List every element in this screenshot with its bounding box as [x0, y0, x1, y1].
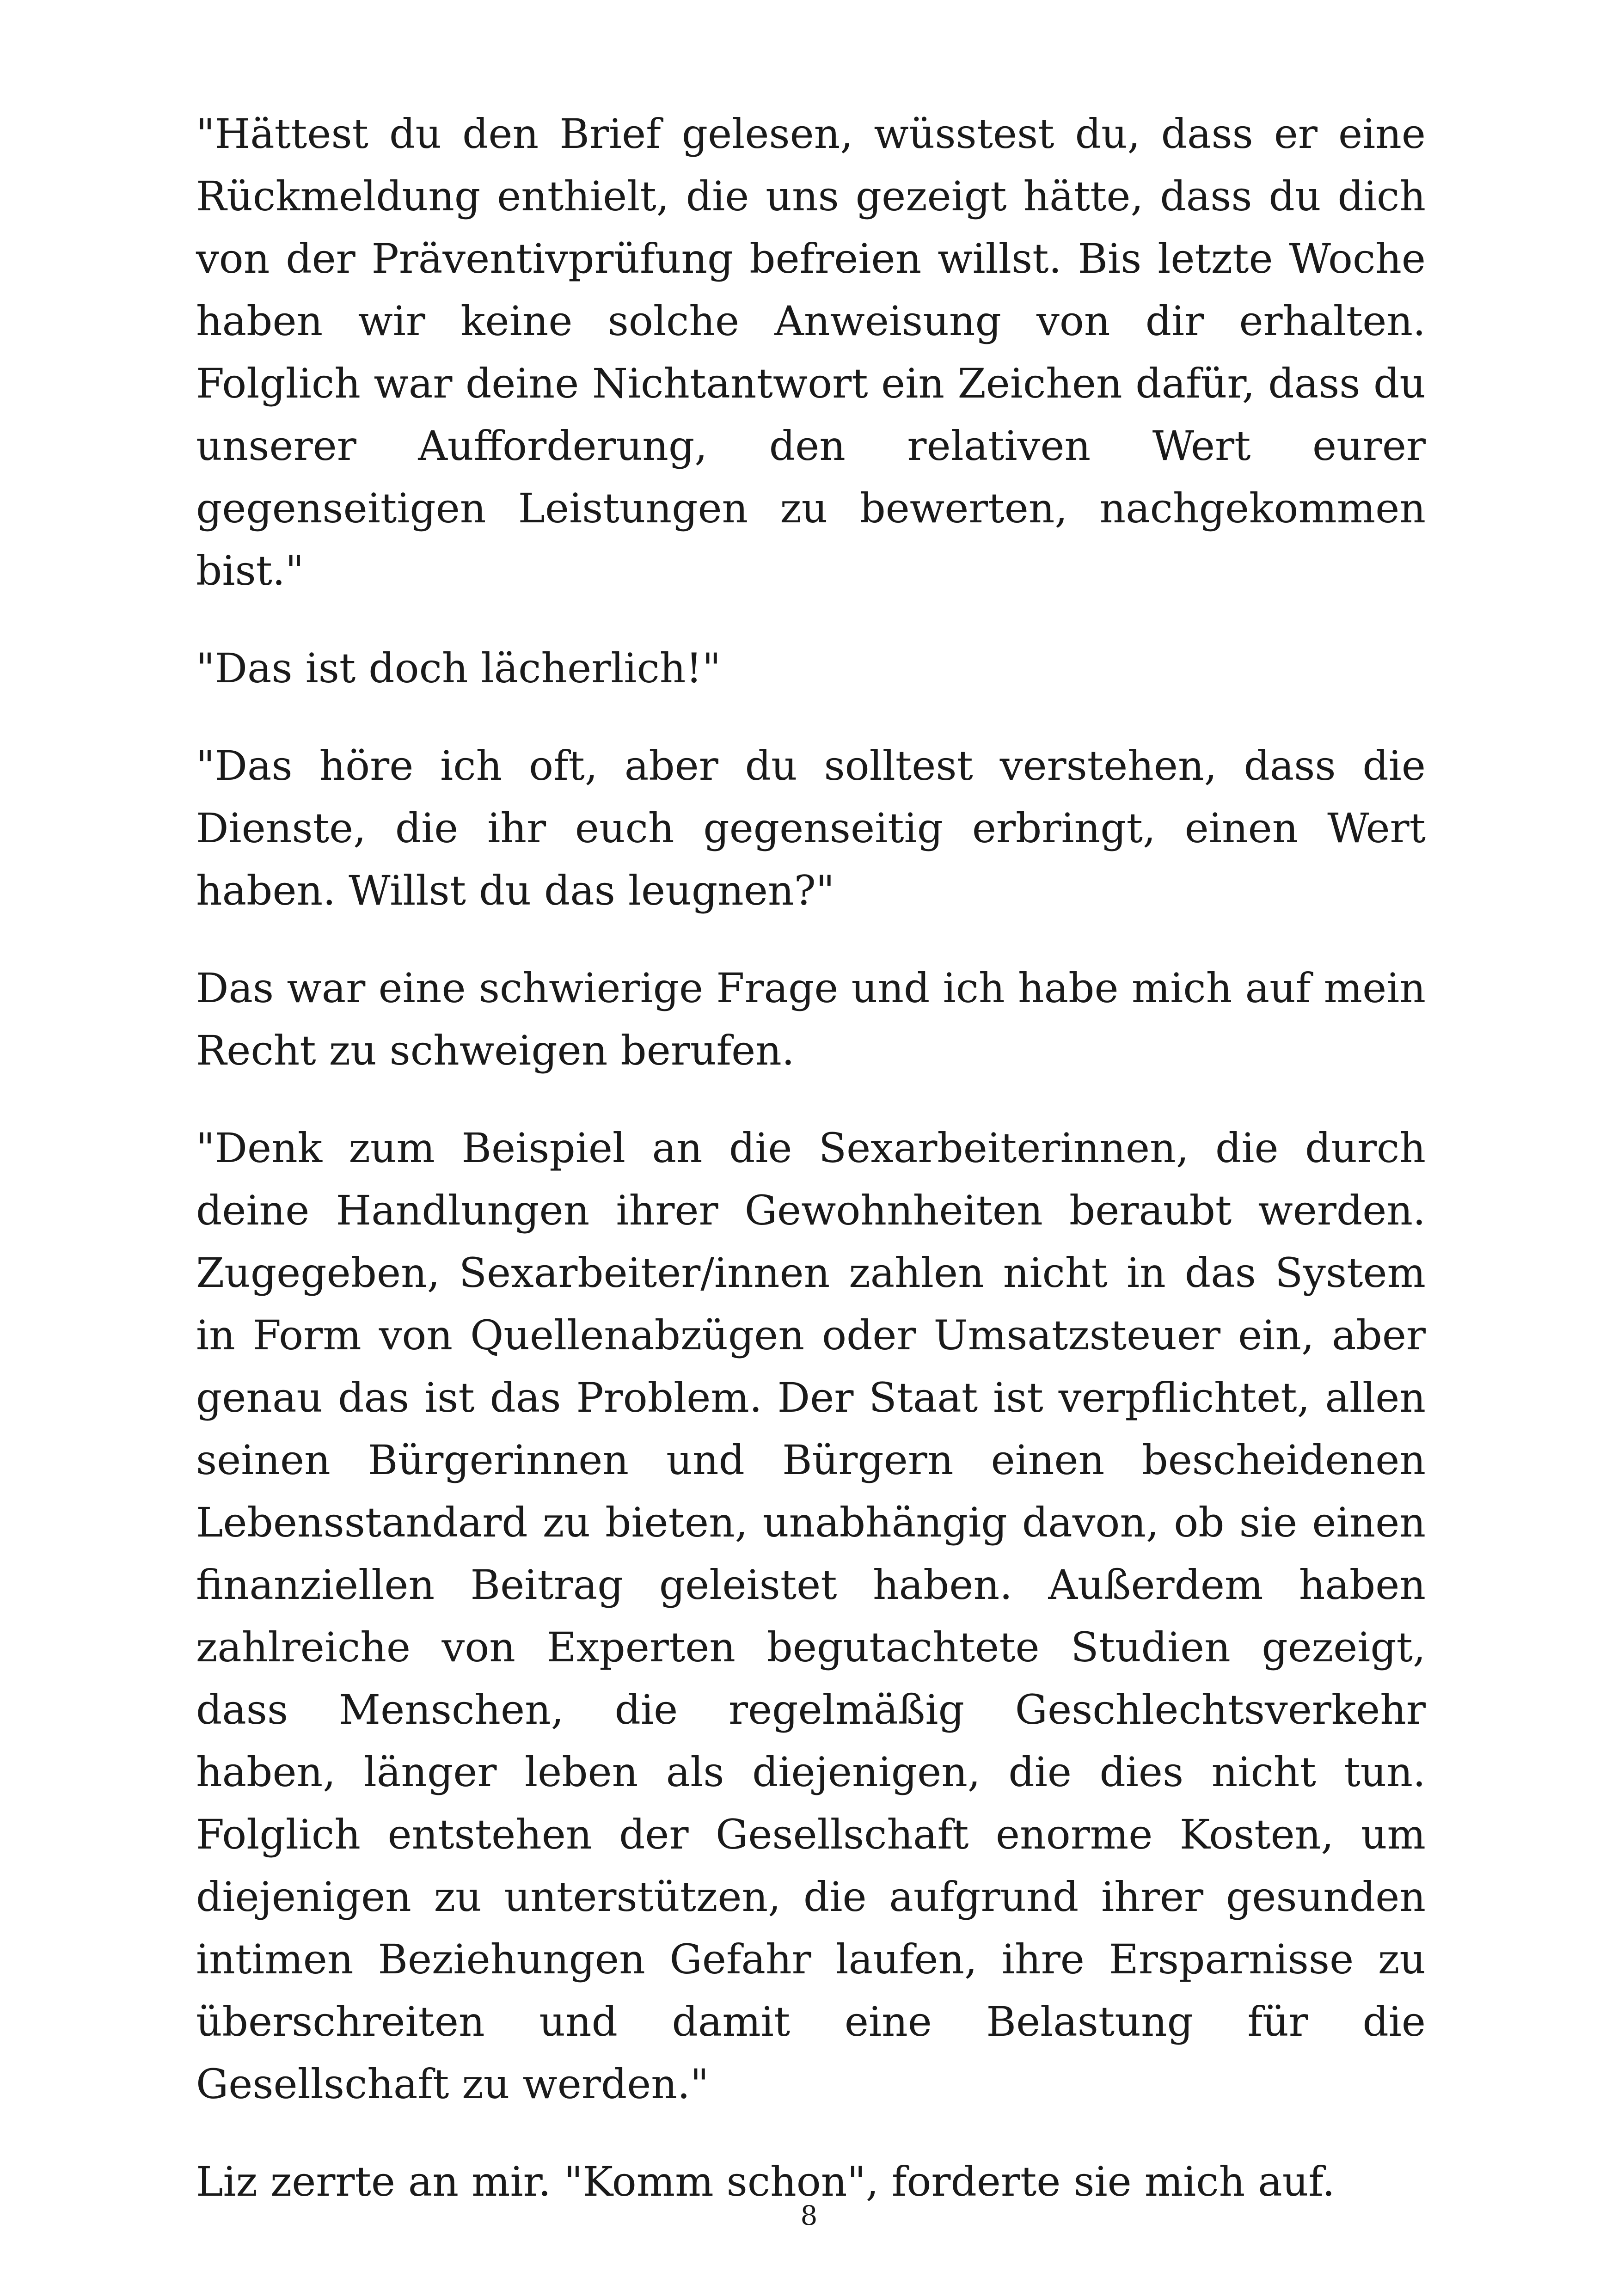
paragraph-ridiculous: "Das ist doch lächerlich!": [196, 644, 721, 692]
paragraph-letter-response: "Hättest du den Brief gelesen, wüsstest du, dass er eine Rückmeldung enthielt, die uns gezeigt hätte, dass du dich von der Präventivprüfung befreien willst. Bis letzte Woche haben wir keine solche Anweisung von dir erhalten. Folglich war deine Nichtantwort ein Zeichen dafür, dass du unserer Aufforderung, den relativen Wert eurer gegenseitigen Leistungen zu bewerten, nachgekommen bist.": [196, 110, 1426, 594]
paragraph-right-to-silence: Das war eine schwierige Frage und ich habe mich auf mein Recht zu schweigen berufen.: [196, 964, 1426, 1074]
paragraph-sex-workers: "Denk zum Beispiel an die Sexarbeiterinnen, die durch deine Handlungen ihrer Gewohnheiten beraubt werden. Zugegeben, Sexarbeiter/innen zahlen nicht in das System in Form von Quellenabzügen oder Umsatzsteuer ein, aber genau das ist das Problem. Der Staat ist verpflichtet, allen seinen Bürgerinnen und Bürgern einen bescheidenen Lebensstandard zu bieten, unabhängig davon, ob sie einen finanziellen Beitrag geleistet haben. Außerdem haben zahlreiche von Experten begutachtete Studien gezeigt, dass Menschen, die regelmäßig Geschlechtsverkehr haben, länger leben als diejenigen, die dies nicht tun. Folglich entstehen der Gesellschaft enorme Kosten, um diejenigen zu unterstützen, die aufgrund ihrer gesunden intimen Beziehungen Gefahr laufen, ihre Ersparnisse zu überschreiten und damit eine Belastung für die Gesellschaft zu werden.": [196, 1124, 1426, 2108]
paragraph-liz: Liz zerrte an mir. "Komm schon", forderte sie mich auf.: [196, 2158, 1335, 2205]
paragraph-services-value: "Das höre ich oft, aber du solltest verstehen, dass die Dienste, die ihr euch gegenseitig erbringt, einen Wert haben. Willst du das leugnen?": [196, 742, 1426, 914]
page-number: 8: [800, 2200, 818, 2231]
body-text: [196, 103, 1426, 2213]
